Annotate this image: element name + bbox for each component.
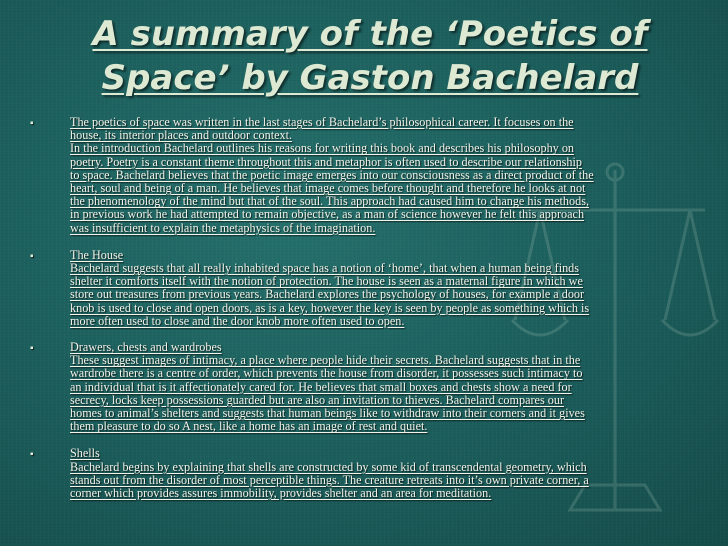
text-line: secrecy, locks keep possessions guarded but are also an invitation to thieves. Bachelard compares our bbox=[70, 392, 565, 407]
text-line: the phenomenology of the mind but that of the soul. This approach had caused him to change his methods, bbox=[70, 194, 589, 209]
bullet-list bbox=[30, 116, 690, 500]
bullet-item-drawers bbox=[30, 341, 690, 433]
text-line: knob is used to close and open doors, as is a key, however the key is seen by people as something which is bbox=[70, 300, 590, 315]
square-bullet-icon: ▪ bbox=[30, 118, 34, 129]
bullet-item-house bbox=[30, 249, 690, 328]
section-heading: Shells bbox=[70, 446, 100, 461]
text-line: shelter it comforts itself with the notion of protection. The house is seen as a maternal figure in which we bbox=[70, 274, 583, 289]
text-line: more often used to close and the door knob more often used to open. bbox=[70, 313, 405, 328]
text-line: in previous work he had attempted to remain objective, as a man of science however he felt this approach bbox=[70, 207, 585, 222]
title-line-1: A summary of the ‘Poetics of bbox=[92, 14, 648, 54]
square-bullet-icon: ▪ bbox=[30, 250, 34, 262]
square-bullet-icon: ▪ bbox=[30, 343, 34, 355]
text-line: poetry. Poetry is a constant theme throughout this and metaphor is often used to describe our relationship bbox=[70, 154, 582, 169]
text-line: These suggest images of intimacy, a place where people hide their secrets. Bachelard suggests that in the bbox=[70, 353, 581, 368]
text-line: wardrobe there is a centre of order, which prevents the house from disorder, it possesses such intimacy to bbox=[70, 366, 583, 381]
slide-title bbox=[60, 12, 680, 100]
text-line: stands out from the disorder of most perceptible things. The creature retreats into it’s own private corner, a bbox=[70, 472, 589, 487]
title-line-2: Space’ by Gaston Bachelard bbox=[101, 58, 639, 98]
square-bullet-icon: ▪ bbox=[30, 449, 34, 461]
text-line: store out treasures from previous years. Bachelard explores the psychology of houses, for example a door bbox=[70, 287, 585, 302]
text-line: Bachelard suggests that all really inhabited space has a notion of ‘home’, that when a human being finds bbox=[70, 261, 580, 276]
text-line: house, its interior places and outdoor context. bbox=[70, 128, 293, 143]
text-line: was insufficient to explain the metaphysics of the imagination. bbox=[70, 220, 376, 235]
text-line: In the introduction Bachelard outlines his reasons for writing this book and describes his philosophy on bbox=[70, 141, 575, 156]
text-line: homes to animal’s shelters and suggests that human beings like to withdraw into their corners and it gives bbox=[70, 406, 585, 421]
bullet-item-shells bbox=[30, 447, 690, 500]
text-line: an individual that is it affectionately cared for. He believes that small boxes and chests show a need for bbox=[70, 379, 572, 394]
text-line: them pleasure to do so A nest, like a home has an image of rest and quiet. bbox=[70, 419, 428, 434]
text-line: The poetics of space was written in the last stages of Bachelard’s philosophical career. It focuses on the bbox=[70, 115, 574, 129]
bullet-item-poetics bbox=[30, 116, 690, 235]
text-line: heart, soul and being of a man. He believes that image comes before thought and therefore he looks at not bbox=[70, 181, 586, 196]
text-line: corner which provides assures immobility, provides shelter and an area for meditation. bbox=[70, 486, 492, 501]
text-line: Bachelard begins by explaining that shells are constructed by some kid of transcendental geometry, which bbox=[70, 459, 587, 474]
text-line: to space. Bachelard believes that the poetic image emerges into our consciousness as a direct product of the bbox=[70, 167, 594, 182]
section-heading: The House bbox=[70, 247, 124, 262]
section-heading: Drawers, chests and wardrobes bbox=[70, 340, 222, 355]
